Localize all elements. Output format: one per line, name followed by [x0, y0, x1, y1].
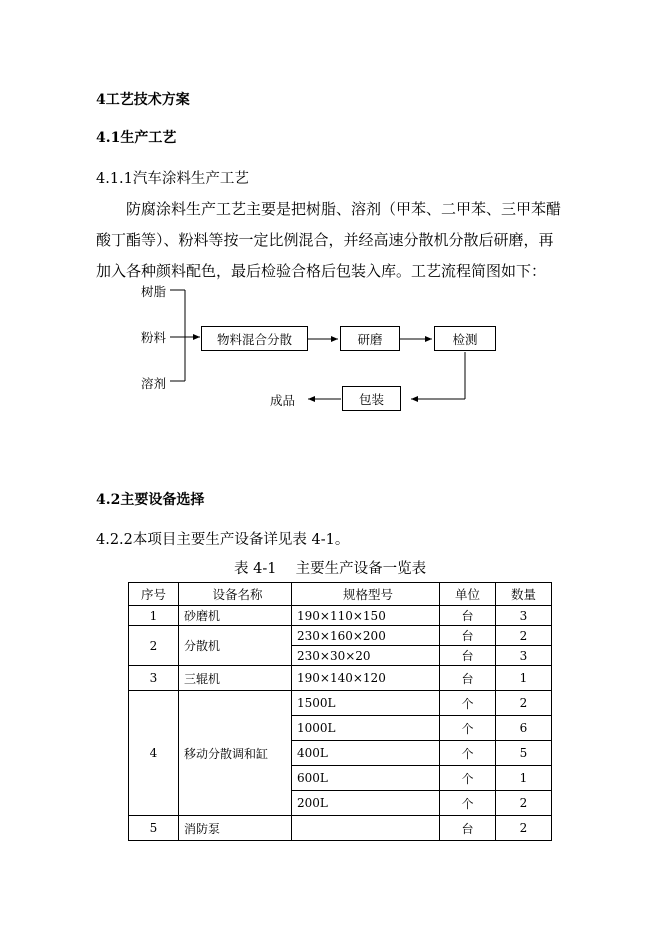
cell-spec: 1500L: [292, 691, 440, 716]
cell-qty: 2: [496, 791, 552, 816]
cell-spec: 190×110×150: [292, 606, 440, 626]
subsection-title: 4.1生产工艺: [96, 130, 177, 146]
cell-qty: 2: [496, 816, 552, 841]
cell-spec: 200L: [292, 791, 440, 816]
paragraph-line: 加入各种颜料配色，最后检验合格后包装入库。工艺流程简图如下：: [96, 262, 547, 280]
header-unit: 单位: [440, 583, 496, 606]
cell-no: 3: [129, 666, 179, 691]
table-row: [129, 606, 552, 626]
header-no: 序号: [129, 583, 179, 606]
header-name: 设备名称: [179, 583, 292, 606]
cell-unit: 台: [440, 666, 496, 691]
cell-spec: 230×160×200: [292, 626, 440, 646]
cell-name: 分散机: [179, 626, 292, 666]
cell-unit: 个: [440, 766, 496, 791]
cell-unit: 台: [440, 606, 496, 626]
subsubsection-title: 4.1.1汽车涂料生产工艺: [96, 171, 249, 187]
flow-input-resin: 树脂: [141, 284, 167, 299]
cell-spec: 1000L: [292, 716, 440, 741]
cell-qty: 1: [496, 666, 552, 691]
table-row: [129, 666, 552, 691]
cell-unit: 台: [440, 626, 496, 646]
cell-spec: 190×140×120: [292, 666, 440, 691]
header-spec: 规格型号: [292, 583, 440, 606]
flow-input-solvent: 溶剂: [141, 376, 167, 391]
table-row: [129, 691, 552, 716]
cell-qty: 3: [496, 646, 552, 666]
cell-no: 5: [129, 816, 179, 841]
cell-qty: 3: [496, 606, 552, 626]
cell-no: 1: [129, 606, 179, 626]
cell-name: 移动分散调和缸: [179, 691, 292, 816]
cell-unit: 台: [440, 646, 496, 666]
cell-spec: 600L: [292, 766, 440, 791]
table-header-row: [129, 583, 552, 606]
table-row: [129, 626, 552, 646]
cell-qty: 6: [496, 716, 552, 741]
cell-spec: [292, 816, 440, 841]
cell-unit: 台: [440, 816, 496, 841]
cell-name: 消防泵: [179, 816, 292, 841]
equipment-intro: 4.2.2本项目主要生产设备详见表 4-1。: [96, 532, 350, 548]
cell-qty: 2: [496, 691, 552, 716]
cell-unit: 个: [440, 716, 496, 741]
table-caption: 表 4-1 主要生产设备一览表: [234, 561, 427, 577]
flow-input-powder: 粉料: [141, 330, 167, 345]
section-title-equipment: 4.2主要设备选择: [96, 492, 205, 508]
flow-step-mix: 物料混合分散: [201, 326, 308, 351]
cell-name: 砂磨机: [179, 606, 292, 626]
equipment-table: [128, 582, 552, 841]
paragraph-line: 防腐涂料生产工艺主要是把树脂、溶剂（甲苯、二甲苯、三甲苯醋: [126, 200, 562, 218]
flow-step-pack: 包装: [342, 386, 401, 411]
cell-unit: 个: [440, 741, 496, 766]
flow-step-grind: 研磨: [340, 326, 400, 351]
flow-step-test: 检测: [434, 326, 496, 351]
cell-unit: 个: [440, 691, 496, 716]
cell-qty: 5: [496, 741, 552, 766]
flow-output: 成品: [270, 393, 296, 408]
cell-qty: 1: [496, 766, 552, 791]
table-row: [129, 816, 552, 841]
cell-no: 2: [129, 626, 179, 666]
cell-spec: 230×30×20: [292, 646, 440, 666]
section-title: 4工艺技术方案: [96, 92, 190, 108]
cell-no: 4: [129, 691, 179, 816]
cell-qty: 2: [496, 626, 552, 646]
cell-unit: 个: [440, 791, 496, 816]
cell-spec: 400L: [292, 741, 440, 766]
cell-name: 三辊机: [179, 666, 292, 691]
header-qty: 数量: [496, 583, 552, 606]
paragraph-line: 酸丁酯等）、粉料等按一定比例混合，并经高速分散机分散后研磨，再: [96, 231, 554, 249]
